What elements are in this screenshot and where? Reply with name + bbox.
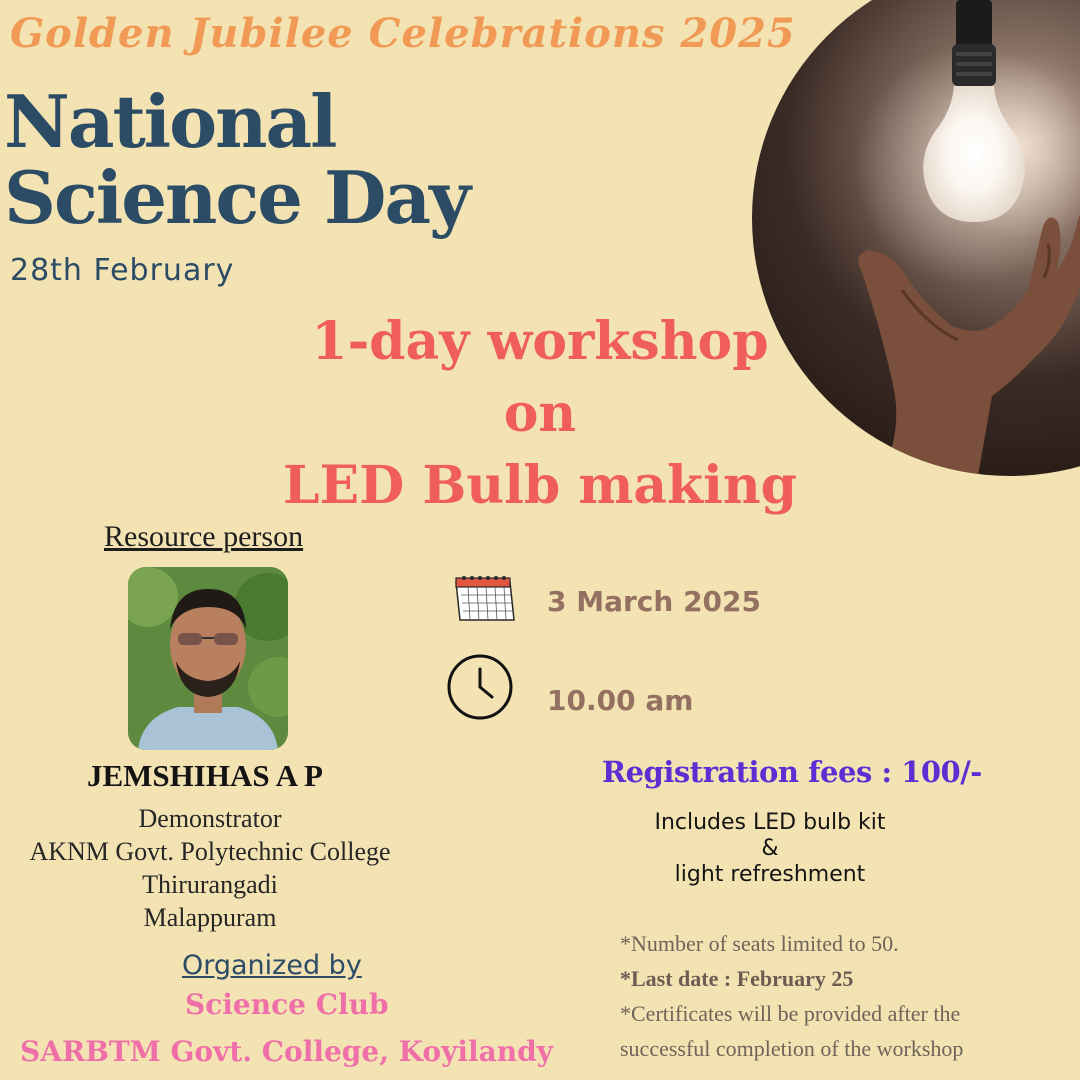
event-date: 28th February: [10, 253, 235, 288]
includes-line2: &: [761, 836, 779, 861]
note-seats: *Number of seats limited to 50.: [620, 931, 899, 956]
hero-image: [752, 0, 1080, 476]
organizer-college: SARBTM Govt. College, Koyilandy: [20, 1035, 553, 1068]
event-title: [4, 79, 564, 240]
workshop-line3: LED Bulb making: [282, 455, 798, 516]
calendar-icon: [452, 574, 516, 624]
workshop-line2: on: [503, 383, 577, 444]
registration-includes: [620, 810, 920, 888]
speaker-photo: [128, 567, 288, 750]
speaker-name: JEMSHIHAS A P: [87, 758, 323, 793]
event-title-line1: National: [4, 79, 336, 164]
organized-by-label: Organized by: [182, 950, 362, 981]
event-title-line2: Science Day: [4, 155, 469, 240]
workshop-time: 10.00 am: [547, 684, 694, 717]
resource-person-label: Resource person: [104, 520, 304, 553]
note-certificate-line1: *Certificates will be provided after the: [620, 1001, 961, 1026]
speaker-district: Malappuram: [143, 903, 277, 932]
celebration-heading: Golden Jubilee Celebrations 2025: [10, 10, 796, 57]
speaker-designation: Demonstrator: [138, 804, 282, 833]
speaker-details: [0, 802, 420, 934]
registration-fees: Registration fees : 100/-: [602, 755, 982, 789]
note-certificate-line2: successful completion of the workshop: [620, 1036, 964, 1061]
includes-line3: light refreshment: [674, 862, 866, 887]
workshop-title: [280, 306, 800, 522]
note-last-date: *Last date : February 25: [620, 966, 854, 991]
clock-icon: [446, 653, 514, 721]
speaker-institution: AKNM Govt. Polytechnic College: [29, 837, 391, 866]
speaker-place: Thirurangadi: [142, 870, 278, 899]
includes-line1: Includes LED bulb kit: [654, 810, 886, 835]
workshop-notes: [620, 926, 1070, 1066]
workshop-date: 3 March 2025: [547, 585, 762, 618]
workshop-line1: 1-day workshop: [311, 311, 769, 372]
organizer-club: Science Club: [185, 988, 389, 1021]
